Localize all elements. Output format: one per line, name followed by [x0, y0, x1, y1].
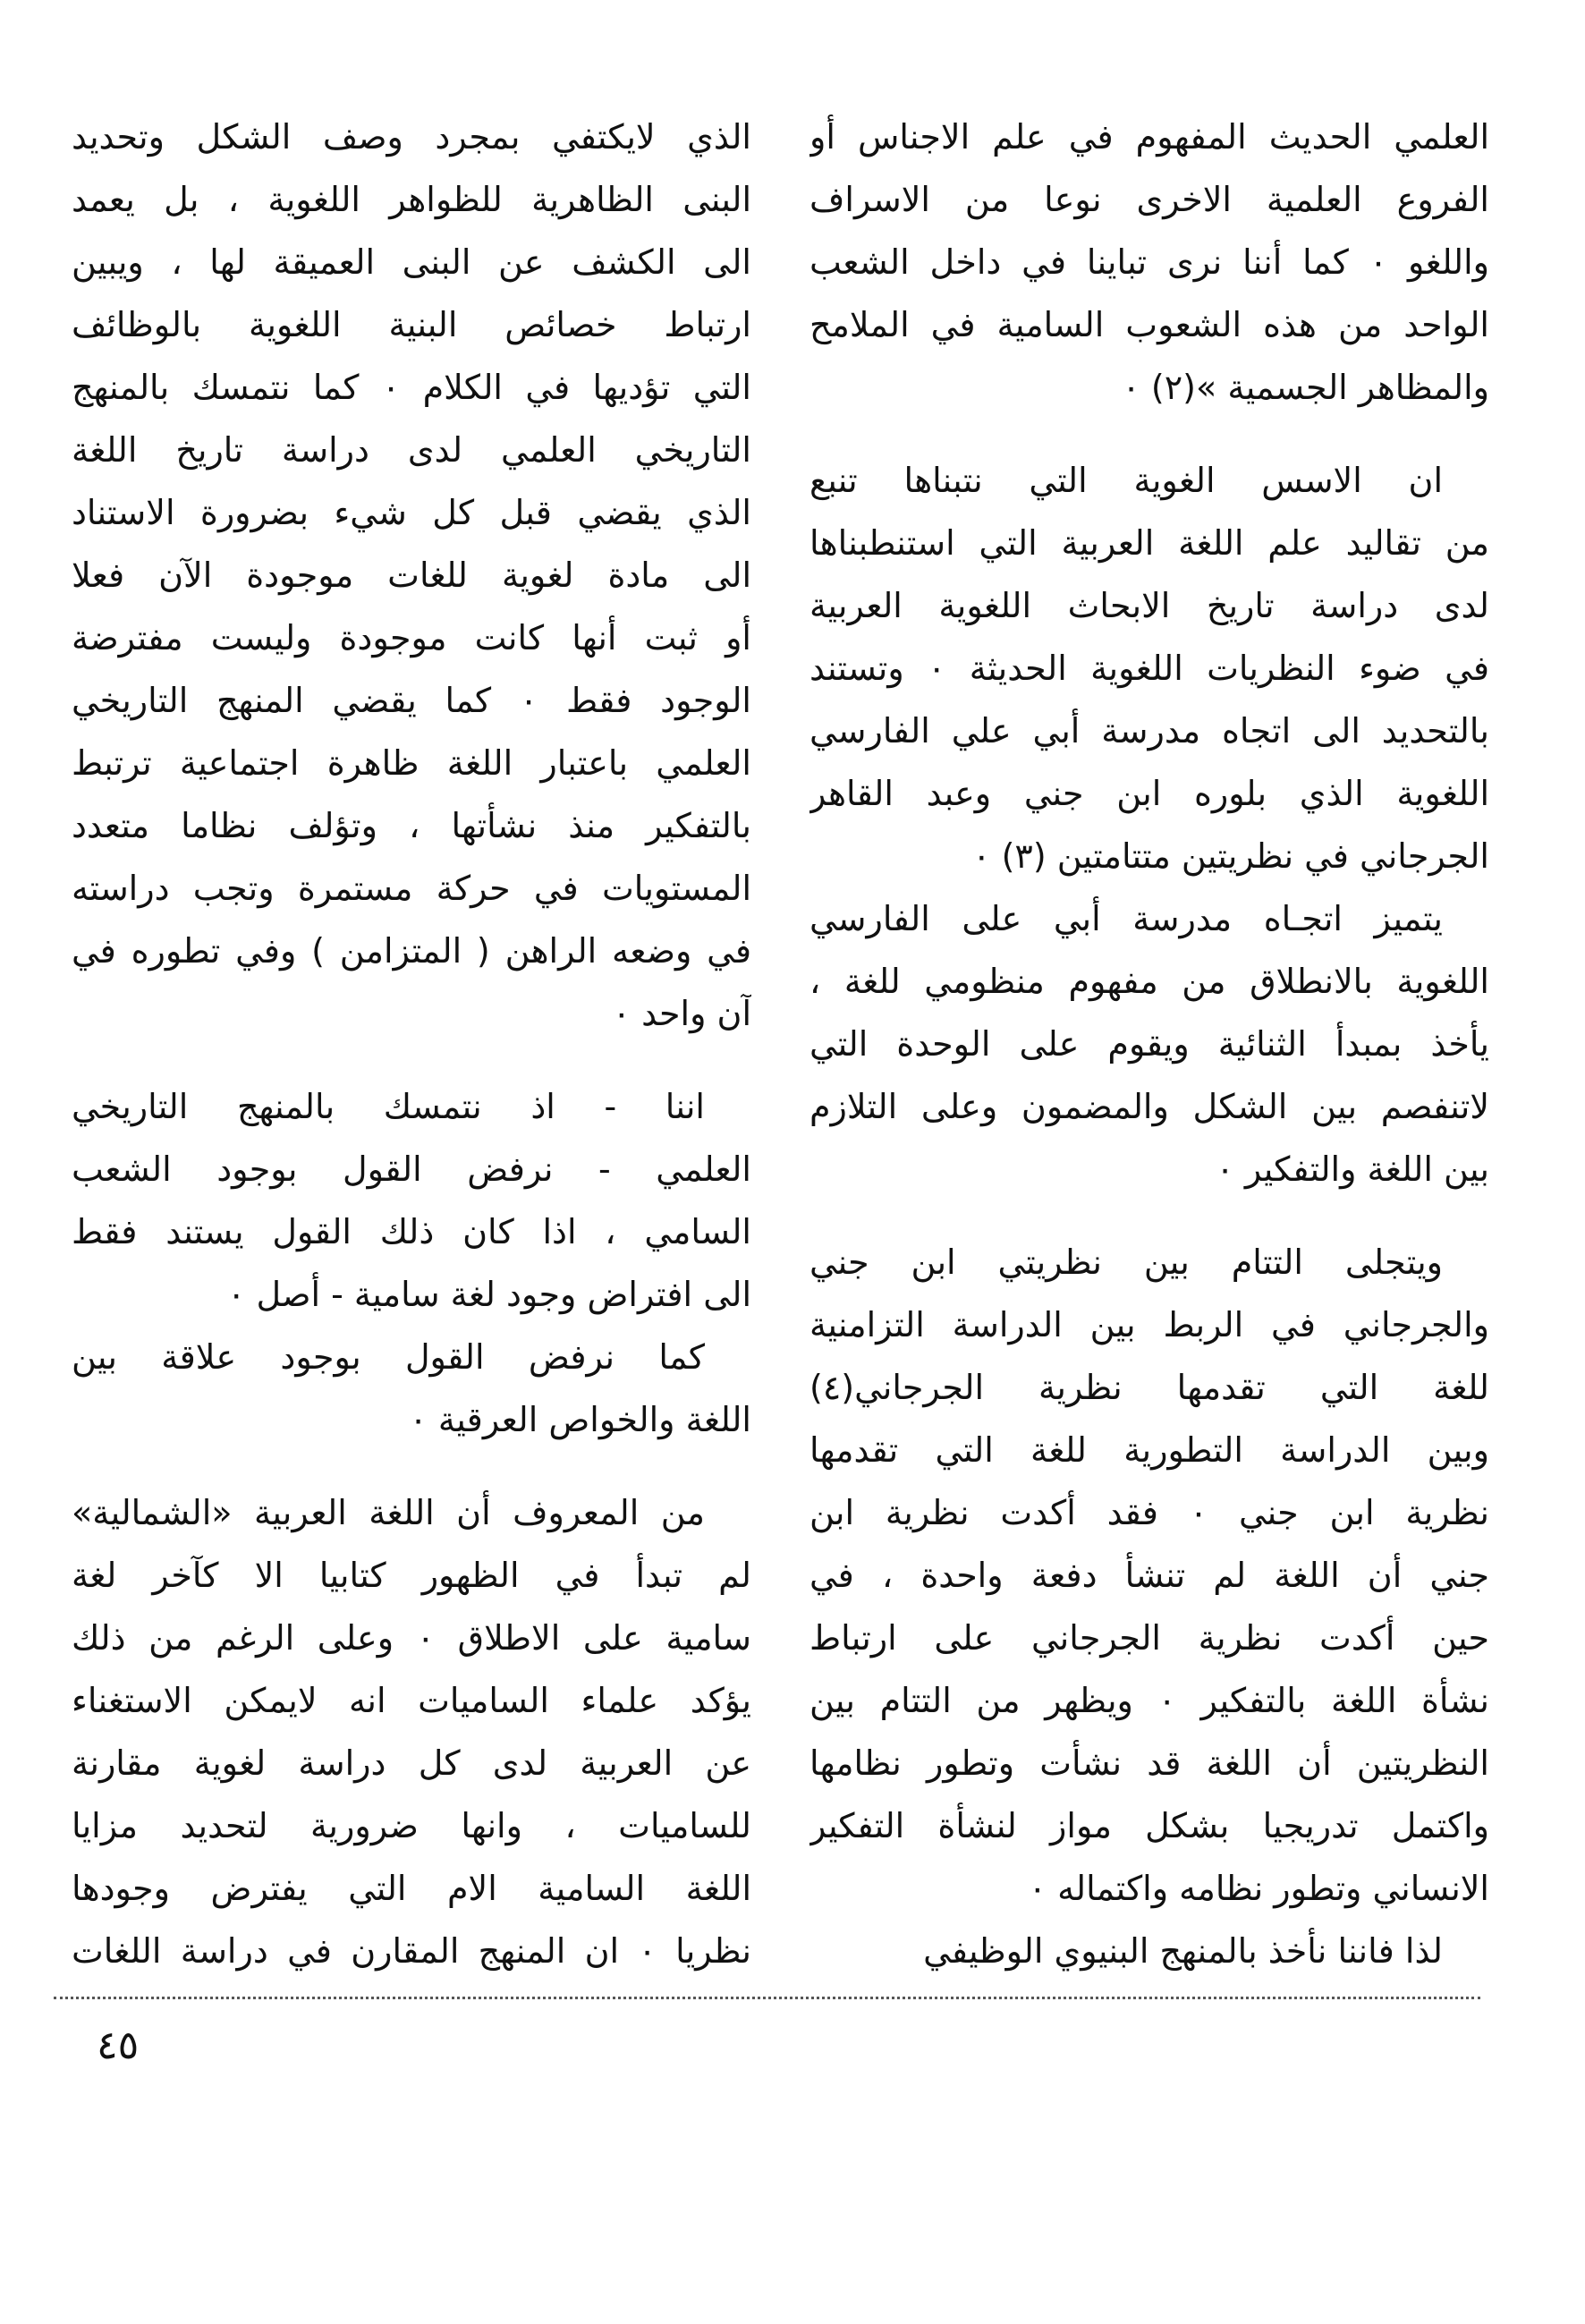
paragraph-gap — [809, 1200, 1489, 1231]
text-line: الانساني وتطور نظامه واكتماله ٠ — [1028, 1869, 1489, 1908]
text-line: الى الكشف عن البنى العميقة لها ، ويبين — [72, 242, 751, 282]
text-line: في ضوء النظريات اللغوية الحديثة ٠ وتستند — [809, 649, 1489, 688]
text-line: اللغة والخواص العرقية ٠ — [409, 1400, 751, 1439]
text-line: والمظاهر الجسمية »(٢) ٠ — [1122, 368, 1489, 407]
text-line: بالتفكير منذ نشأتها ، وتؤلف نظاما متعدد — [72, 806, 751, 845]
paragraph — [809, 887, 1489, 1200]
paragraph — [72, 106, 751, 1045]
paragraph-gap — [72, 1451, 751, 1481]
text-line: ويتجلى التتام بين نظريتي ابن جني — [809, 1243, 1443, 1282]
footer-divider — [54, 1997, 1480, 1999]
text-line: الى افتراض وجود لغة سامية - أصل ٠ — [226, 1275, 751, 1314]
paragraph-gap — [809, 419, 1489, 449]
text-line: للغة التي تقدمها نظرية الجرجاني(٤) — [809, 1368, 1489, 1407]
text-line: الجرجاني في نظريتين متتامتين (٣) ٠ — [972, 836, 1489, 876]
text-line: يأخذ بمبدأ الثنائية ويقوم على الوحدة التي — [809, 1024, 1489, 1064]
text-line: من المعروف أن اللغة العربية «الشمالية» — [72, 1493, 705, 1532]
text-line: يؤكد علماء الساميات انه لايمكن الاستغناء — [72, 1681, 751, 1720]
text-line: النظريتين أن اللغة قد نشأت وتطور نظامها — [809, 1743, 1489, 1783]
text-line: جني أن اللغة لم تنشأ دفعة واحدة ، في — [809, 1556, 1489, 1595]
text-line: الواحد من هذه الشعوب السامية في الملامح — [809, 305, 1489, 344]
text-line: سامية على الاطلاق ٠ وعلى الرغم من ذلك — [72, 1618, 751, 1658]
text-line: من تقاليد علم اللغة العربية التي استنطبناها — [809, 523, 1489, 563]
text-line: اننا - اذ نتمسك بالمنهج التاريخي — [72, 1087, 705, 1126]
text-line: الذي يقضي قبل كل شيء بضرورة الاستناد — [72, 493, 751, 532]
paragraph — [72, 1481, 751, 1982]
text-line: بالتحديد الى اتجاه مدرسة أبي علي الفارسي — [809, 711, 1489, 751]
paragraph — [809, 1231, 1489, 1920]
text-line: السامي ، اذا كان ذلك القول يستند فقط — [72, 1212, 751, 1251]
text-line: لدى دراسة تاريخ الابحاث اللغوية العربية — [809, 586, 1489, 625]
text-line: الذي لايكتفي بمجرد وصف الشكل وتحديد — [72, 117, 751, 157]
text-line: كما نرفض القول بوجود علاقة بين — [72, 1337, 705, 1377]
paragraph — [809, 1920, 1489, 1982]
text-line: نظريا ٠ ان المنهج المقارن في دراسة اللغات — [72, 1931, 751, 1971]
paragraph-gap — [72, 1045, 751, 1075]
text-line: عن العربية لدى كل دراسة لغوية مقارنة — [72, 1743, 751, 1783]
text-line: ان الاسس الغوية التي نتبناها تنبع — [809, 461, 1443, 500]
text-line: العلمي الحديث المفهوم في علم الاجناس أو — [809, 117, 1489, 157]
text-line: واكتمل تدريجيا بشكل مواز لنشأة التفكير — [809, 1806, 1489, 1845]
text-line: يتميز اتجـاه مدرسة أبي على الفارسي — [809, 899, 1443, 938]
text-line: التاريخي العلمي لدى دراسة تاريخ اللغة — [72, 430, 751, 470]
text-line: وبين الدراسة التطورية للغة التي تقدمها — [809, 1430, 1489, 1470]
text-line: لذا فاننا نأخذ بالمنهج البنيوي الوظيفي — [923, 1931, 1443, 1971]
text-line: نظرية ابن جني ٠ فقد أكدت نظرية ابن — [809, 1493, 1489, 1532]
text-line: لم تبدأ في الظهور كتابيا الا كآخر لغة — [72, 1556, 751, 1595]
paragraph — [809, 449, 1489, 887]
text-line: نشأة اللغة بالتفكير ٠ ويظهر من التتام بين — [809, 1681, 1489, 1720]
text-line: واللغو ٠ كما أننا نرى تباينا في داخل الشعب — [809, 242, 1489, 282]
text-line: اللغوية بالانطلاق من مفهوم منظومي للغة ، — [809, 962, 1489, 1001]
text-line: في وضعه الراهن ( المتزامن ) وفي تطوره في — [72, 931, 751, 971]
text-line: حين أكدت نظرية الجرجاني على ارتباط — [809, 1618, 1489, 1658]
paragraph — [72, 1326, 751, 1451]
text-line: الوجود فقط ٠ كما يقضي المنهج التاريخي — [72, 681, 751, 720]
right-column — [809, 106, 1489, 1982]
left-column — [72, 106, 751, 1982]
paragraph — [809, 106, 1489, 419]
text-line: للساميات ، وانها ضرورية لتحديد مزايا — [72, 1806, 751, 1845]
text-line: الى مادة لغوية للغات موجودة الآن فعلا — [72, 556, 751, 595]
text-line: آن واحد ٠ — [612, 994, 751, 1033]
text-line: بين اللغة والتفكير ٠ — [1216, 1149, 1489, 1189]
page-number: ٤٥ — [97, 2023, 140, 2068]
text-line: اللغة السامية الام التي يفترض وجودها — [72, 1869, 751, 1908]
text-line: العلمي باعتبار اللغة ظاهرة اجتماعية ترتبط — [72, 743, 751, 783]
text-line: أو ثبت أنها كانت موجودة وليست مفترضة — [72, 618, 751, 657]
text-line: اللغوية الذي بلوره ابن جني وعبد القاهر — [809, 774, 1489, 813]
text-line: البنى الظاهرية للظواهر اللغوية ، بل يعمد — [72, 180, 751, 219]
text-line: الفروع العلمية الاخرى نوعا من الاسراف — [809, 180, 1489, 219]
text-line: العلمي - نرفض القول بوجود الشعب — [72, 1149, 751, 1189]
text-line: ارتباط خصائص البنية اللغوية بالوظائف — [72, 305, 751, 344]
paragraph — [72, 1075, 751, 1326]
text-line: والجرجاني في الربط بين الدراسة التزامنية — [809, 1305, 1489, 1344]
text-line: التي تؤديها في الكلام ٠ كما نتمسك بالمنهج — [72, 368, 751, 407]
text-line: لاتنفصم بين الشكل والمضمون وعلى التلازم — [809, 1087, 1489, 1126]
text-line: المستويات في حركة مستمرة وتجب دراسته — [72, 869, 751, 908]
